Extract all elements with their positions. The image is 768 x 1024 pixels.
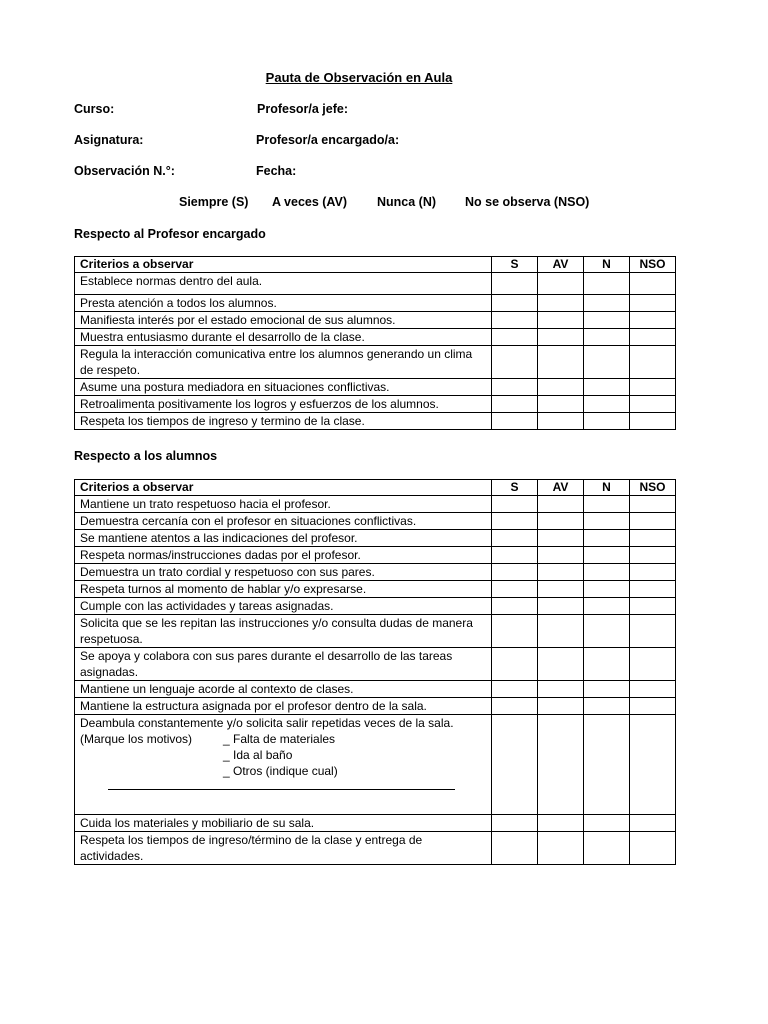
mark-cell-av[interactable] <box>538 832 584 865</box>
mark-cell-av[interactable] <box>538 615 584 648</box>
column-header-nso: NSO <box>630 257 676 273</box>
criterion-text: Se apoya y colabora con sus pares durante el desarrollo de las tareas asignadas. <box>75 648 492 681</box>
column-header-n: N <box>584 480 630 496</box>
mark-cell-av[interactable] <box>538 581 584 598</box>
criterion-text: Manifiesta interés por el estado emocional de sus alumnos. <box>75 312 492 329</box>
mark-cell-av[interactable] <box>538 598 584 615</box>
table-row <box>75 715 676 815</box>
criterion-text: Solicita que se les repitan las instrucciones y/o consulta dudas de manera respetuosa. <box>75 615 492 648</box>
mark-cell-av[interactable] <box>538 530 584 547</box>
table-row <box>75 681 676 698</box>
mark-cell-nso[interactable] <box>630 413 676 430</box>
column-header-nso: NSO <box>630 480 676 496</box>
table-header-row <box>75 480 676 496</box>
mark-cell-av[interactable] <box>538 273 584 295</box>
section2-heading: Respecto a los alumnos <box>74 449 218 463</box>
mark-cell-av[interactable] <box>538 681 584 698</box>
observacion-label: Observación N.°: <box>74 164 175 178</box>
criterion-text: Cumple con las actividades y tareas asignadas. <box>75 598 492 615</box>
mark-cell-n[interactable] <box>584 413 630 430</box>
mark-cell-s[interactable] <box>492 496 538 513</box>
alumnos-criteria-table <box>74 479 676 865</box>
criterion-text: Demuestra un trato cordial y respetuoso con sus pares. <box>75 564 492 581</box>
column-header-n: N <box>584 257 630 273</box>
mark-cell-nso[interactable] <box>630 496 676 513</box>
criterion-text: Presta atención a todos los alumnos. <box>75 295 492 312</box>
criterion-text: Respeta normas/instrucciones dadas por el profesor. <box>75 547 492 564</box>
mark-cell-n[interactable] <box>584 346 630 379</box>
mark-cell-s[interactable] <box>492 698 538 715</box>
mark-cell-nso[interactable] <box>630 715 676 815</box>
table-row <box>75 413 676 430</box>
table-row <box>75 496 676 513</box>
profesor-jefe-label: Profesor/a jefe: <box>257 102 349 116</box>
table-row <box>75 698 676 715</box>
mark-cell-n[interactable] <box>584 530 630 547</box>
table-row <box>75 379 676 396</box>
mark-cell-av[interactable] <box>538 564 584 581</box>
mark-cell-n[interactable] <box>584 273 630 295</box>
mark-cell-s[interactable] <box>492 598 538 615</box>
asignatura-label: Asignatura: <box>74 133 144 147</box>
mark-cell-s[interactable] <box>492 547 538 564</box>
mark-cell-n[interactable] <box>584 681 630 698</box>
table-row <box>75 329 676 346</box>
legend-a-veces: A veces (AV) <box>272 195 348 209</box>
mark-cell-nso[interactable] <box>630 396 676 413</box>
legend-siempre: Siempre (S) <box>179 195 249 209</box>
mark-cell-n[interactable] <box>584 815 630 832</box>
mark-cell-n[interactable] <box>584 496 630 513</box>
mark-cell-s[interactable] <box>492 346 538 379</box>
criterion-text: Mantiene un trato respetuoso hacia el profesor. <box>75 496 492 513</box>
table-row <box>75 832 676 865</box>
motivo-option-otros[interactable]: _ Otros (indique cual) <box>223 764 338 778</box>
column-header-s: S <box>492 257 538 273</box>
mark-cell-n[interactable] <box>584 598 630 615</box>
mark-cell-s[interactable] <box>492 513 538 530</box>
mark-cell-n[interactable] <box>584 615 630 648</box>
mark-cell-n[interactable] <box>584 513 630 530</box>
mark-cell-av[interactable] <box>538 547 584 564</box>
mark-cell-nso[interactable] <box>630 513 676 530</box>
mark-cell-av[interactable] <box>538 329 584 346</box>
table-row <box>75 581 676 598</box>
motivo-option-bano[interactable]: _ Ida al baño <box>223 748 293 762</box>
table-row <box>75 396 676 413</box>
mark-cell-nso[interactable] <box>630 564 676 581</box>
mark-cell-s[interactable] <box>492 615 538 648</box>
table-row <box>75 273 676 295</box>
mark-cell-n[interactable] <box>584 379 630 396</box>
table-row <box>75 312 676 329</box>
mark-cell-nso[interactable] <box>630 329 676 346</box>
mark-cell-av[interactable] <box>538 698 584 715</box>
legend-no-se-observa: No se observa (NSO) <box>465 195 590 209</box>
mark-cell-s[interactable] <box>492 648 538 681</box>
section1-heading: Respecto al Profesor encargado <box>74 227 266 241</box>
mark-cell-n[interactable] <box>584 698 630 715</box>
mark-cell-n[interactable] <box>584 295 630 312</box>
criterion-text: Respeta los tiempos de ingreso/término de la clase y entrega de actividades. <box>75 832 492 865</box>
table-row <box>75 530 676 547</box>
criterion-text: Respeta turnos al momento de hablar y/o expresarse. <box>75 581 492 598</box>
mark-cell-av[interactable] <box>538 496 584 513</box>
fecha-label: Fecha: <box>256 164 297 178</box>
mark-cell-av[interactable] <box>538 715 584 815</box>
table-row <box>75 815 676 832</box>
column-header-criterios: Criterios a observar <box>75 480 492 496</box>
criterion-text: Demuestra cercanía con el profesor en situaciones conflictivas. <box>75 513 492 530</box>
mark-cell-n[interactable] <box>584 564 630 581</box>
motivos-label: (Marque los motivos) <box>80 732 193 746</box>
otros-write-line[interactable] <box>108 785 455 790</box>
legend-nunca: Nunca (N) <box>377 195 437 209</box>
criterion-text: Retroalimenta positivamente los logros y esfuerzos de los alumnos. <box>75 396 492 413</box>
criterion-text: Mantiene un lenguaje acorde al contexto de clases. <box>75 681 492 698</box>
mark-cell-nso[interactable] <box>630 530 676 547</box>
deambula-text: Deambula constantemente y/o solicita salir repetidas veces de la sala. <box>80 716 454 730</box>
criterion-text: Mantiene la estructura asignada por el profesor dentro de la sala. <box>75 698 492 715</box>
mark-cell-s[interactable] <box>492 295 538 312</box>
criterion-text: Regula la interacción comunicativa entre los alumnos generando un clima de respeto. <box>75 346 492 379</box>
mark-cell-av[interactable] <box>538 413 584 430</box>
mark-cell-n[interactable] <box>584 648 630 681</box>
mark-cell-s[interactable] <box>492 396 538 413</box>
criterion-text: Muestra entusiasmo durante el desarrollo de la clase. <box>75 329 492 346</box>
mark-cell-nso[interactable] <box>630 698 676 715</box>
mark-cell-nso[interactable] <box>630 547 676 564</box>
mark-cell-s[interactable] <box>492 581 538 598</box>
mark-cell-nso[interactable] <box>630 648 676 681</box>
mark-cell-s[interactable] <box>492 379 538 396</box>
deambula-criterion <box>75 715 492 815</box>
column-header-av: AV <box>538 480 584 496</box>
criterion-text: Establece normas dentro del aula. <box>75 273 492 295</box>
criterion-text: Asume una postura mediadora en situaciones conflictivas. <box>75 379 492 396</box>
mark-cell-nso[interactable] <box>630 815 676 832</box>
mark-cell-nso[interactable] <box>630 346 676 379</box>
column-header-av: AV <box>538 257 584 273</box>
mark-cell-nso[interactable] <box>630 379 676 396</box>
profesor-encargado-label: Profesor/a encargado/a: <box>256 133 400 147</box>
table-row <box>75 547 676 564</box>
mark-cell-av[interactable] <box>538 815 584 832</box>
motivo-option-materiales[interactable]: _ Falta de materiales <box>223 732 336 746</box>
mark-cell-n[interactable] <box>584 547 630 564</box>
mark-cell-s[interactable] <box>492 312 538 329</box>
mark-cell-s[interactable] <box>492 715 538 815</box>
column-header-s: S <box>492 480 538 496</box>
mark-cell-s[interactable] <box>492 564 538 581</box>
mark-cell-s[interactable] <box>492 413 538 430</box>
mark-cell-n[interactable] <box>584 312 630 329</box>
mark-cell-nso[interactable] <box>630 681 676 698</box>
mark-cell-s[interactable] <box>492 815 538 832</box>
page-title: Pauta de Observación en Aula <box>265 70 453 85</box>
profesor-criteria-table <box>74 256 676 430</box>
mark-cell-nso[interactable] <box>630 295 676 312</box>
mark-cell-n[interactable] <box>584 581 630 598</box>
mark-cell-s[interactable] <box>492 329 538 346</box>
mark-cell-s[interactable] <box>492 273 538 295</box>
table-row <box>75 615 676 648</box>
mark-cell-s[interactable] <box>492 681 538 698</box>
mark-cell-nso[interactable] <box>630 615 676 648</box>
mark-cell-av[interactable] <box>538 513 584 530</box>
mark-cell-av[interactable] <box>538 346 584 379</box>
mark-cell-nso[interactable] <box>630 273 676 295</box>
mark-cell-av[interactable] <box>538 396 584 413</box>
mark-cell-n[interactable] <box>584 715 630 815</box>
table-row <box>75 648 676 681</box>
table-row <box>75 564 676 581</box>
mark-cell-n[interactable] <box>584 329 630 346</box>
mark-cell-av[interactable] <box>538 648 584 681</box>
table-row <box>75 346 676 379</box>
criterion-text: Se mantiene atentos a las indicaciones del profesor. <box>75 530 492 547</box>
criterion-text: Cuida los materiales y mobiliario de su sala. <box>75 815 492 832</box>
mark-cell-nso[interactable] <box>630 598 676 615</box>
mark-cell-nso[interactable] <box>630 312 676 329</box>
mark-cell-nso[interactable] <box>630 832 676 865</box>
mark-cell-nso[interactable] <box>630 581 676 598</box>
mark-cell-av[interactable] <box>538 295 584 312</box>
mark-cell-s[interactable] <box>492 832 538 865</box>
table-header-row <box>75 257 676 273</box>
table-row <box>75 295 676 312</box>
mark-cell-n[interactable] <box>584 396 630 413</box>
mark-cell-av[interactable] <box>538 379 584 396</box>
table-row <box>75 513 676 530</box>
criterion-text: Respeta los tiempos de ingreso y termino de la clase. <box>75 413 492 430</box>
curso-label: Curso: <box>74 102 115 116</box>
table-row <box>75 598 676 615</box>
mark-cell-n[interactable] <box>584 832 630 865</box>
mark-cell-av[interactable] <box>538 312 584 329</box>
column-header-criterios: Criterios a observar <box>75 257 492 273</box>
mark-cell-s[interactable] <box>492 530 538 547</box>
